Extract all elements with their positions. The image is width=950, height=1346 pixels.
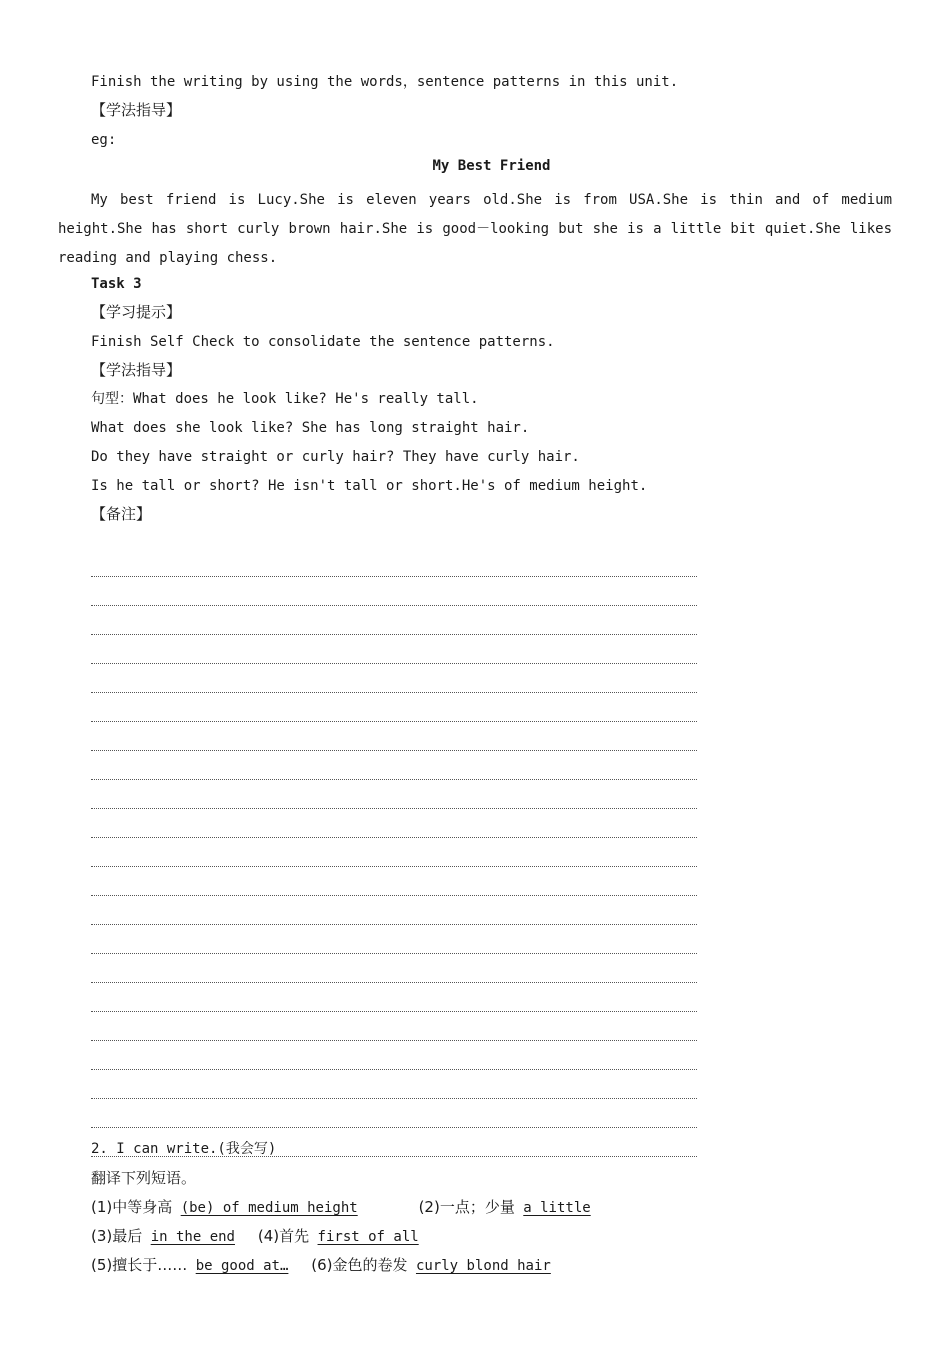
essay-title: My Best Friend xyxy=(432,158,551,174)
task3-tip-text: Finish Self Check to consolidate the sentence patterns. xyxy=(91,334,555,350)
writing-line[interactable] xyxy=(91,926,697,954)
writing-line[interactable] xyxy=(91,984,697,1012)
writing-line[interactable] xyxy=(91,723,697,751)
task3-title: Task 3 xyxy=(91,276,142,292)
phrase-answer: (be) of medium height xyxy=(180,1200,358,1216)
phrase-answer: curly blond hair xyxy=(415,1258,551,1274)
writing-line[interactable] xyxy=(91,578,697,606)
phrase-row-3 xyxy=(91,1255,551,1276)
phrase-answer: be good at… xyxy=(195,1258,289,1274)
writing-line[interactable] xyxy=(91,781,697,809)
section2-instruction: 翻译下列短语。 xyxy=(91,1169,197,1187)
phrase-answer: in the end xyxy=(150,1229,235,1245)
writing-line[interactable] xyxy=(91,810,697,838)
notes-heading: 【备注】 xyxy=(91,505,152,523)
phrase-row-2 xyxy=(91,1226,419,1247)
essay-paragraph xyxy=(58,186,892,273)
task3-guide-heading: 【学法指导】 xyxy=(91,361,182,379)
writing-lines[interactable] xyxy=(91,549,697,1158)
writing-line[interactable] xyxy=(91,636,697,664)
writing-line[interactable] xyxy=(91,1071,697,1099)
phrase-answer: first of all xyxy=(317,1229,419,1245)
writing-line[interactable] xyxy=(91,549,697,577)
writing-line[interactable] xyxy=(91,607,697,635)
sentence-pattern: Do they have straight or curly hair? They have curly hair. xyxy=(91,449,580,465)
task3-tip-heading: 【学习提示】 xyxy=(91,303,182,321)
writing-line[interactable] xyxy=(91,897,697,925)
sentence-pattern: 句型：What does he look like? He's really tall. xyxy=(91,391,479,407)
intro-line: Finish the writing by using the words，sentence patterns in this unit. xyxy=(91,74,679,90)
writing-line[interactable] xyxy=(91,868,697,896)
phrase-prompt: (6)金色的卷发 xyxy=(311,1256,408,1274)
sentence-pattern: Is he tall or short? He isn't tall or short.He's of medium height. xyxy=(91,478,648,494)
writing-line[interactable] xyxy=(91,665,697,693)
eg-label: eg: xyxy=(91,132,117,148)
phrase-prompt: (1)中等身高 xyxy=(91,1198,173,1216)
writing-line[interactable] xyxy=(91,1042,697,1070)
writing-line[interactable] xyxy=(91,1100,697,1128)
sentence-pattern: What does she look like? She has long straight hair. xyxy=(91,420,530,436)
writing-line[interactable] xyxy=(91,955,697,983)
phrase-prompt: (3)最后 xyxy=(91,1227,143,1245)
writing-line[interactable] xyxy=(91,752,697,780)
phrase-prompt: (5)擅长于…… xyxy=(91,1256,188,1274)
phrase-answer: a little xyxy=(523,1200,591,1216)
phrase-prompt: (4)首先 xyxy=(257,1227,310,1245)
phrase-prompt: (2)一点；少量 xyxy=(418,1198,515,1216)
writing-line[interactable] xyxy=(91,694,697,722)
phrase-row-1 xyxy=(91,1197,591,1218)
essay-text: My best friend is Lucy.She is eleven years old.She is from USA.She is thin and of medium height.She has short curly brown hair.She is good－looking but she is a little bit quiet.She likes reading and playing chess. xyxy=(58,192,892,266)
guide-heading-1: 【学法指导】 xyxy=(91,101,182,119)
writing-line[interactable] xyxy=(91,839,697,867)
section2-heading: 2. I can write.(我会写) xyxy=(91,1141,277,1157)
writing-line[interactable] xyxy=(91,1013,697,1041)
